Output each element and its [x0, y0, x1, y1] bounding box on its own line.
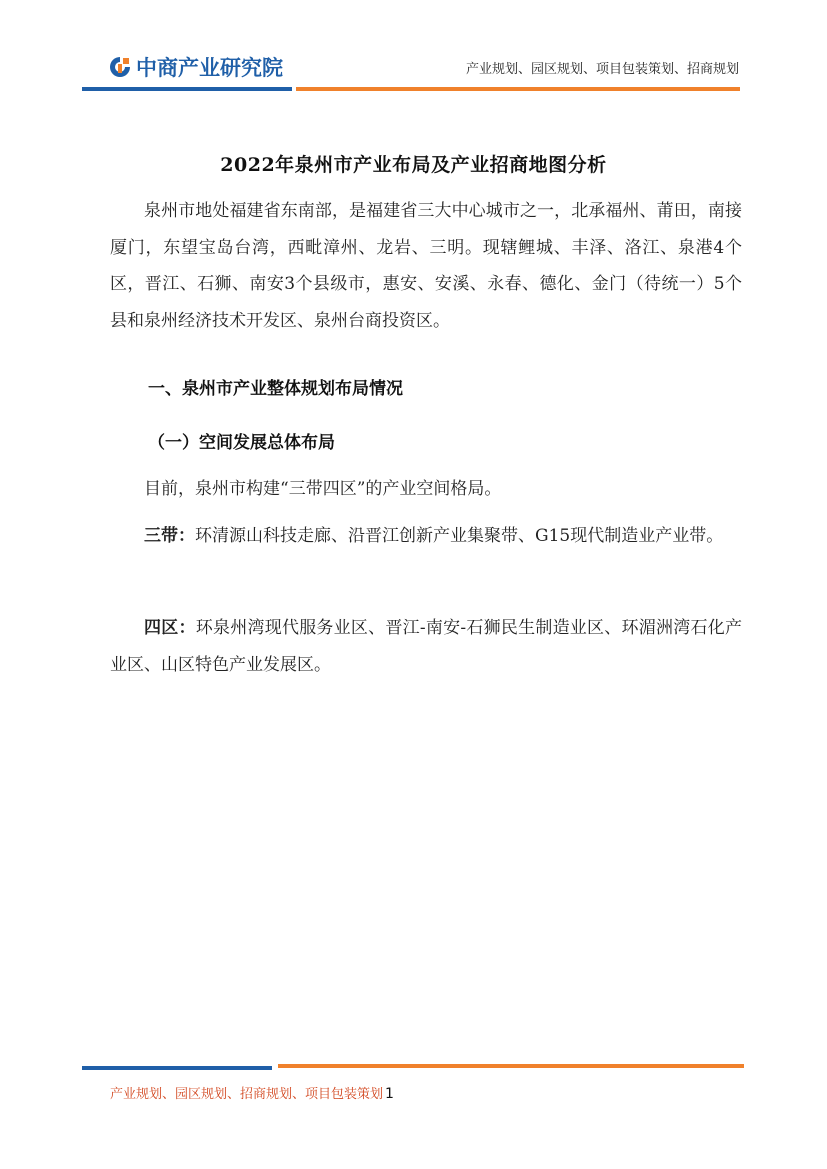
three-belts-paragraph: [110, 518, 742, 555]
four-zones-label: 四区：: [144, 618, 196, 638]
header-rule-blue: [82, 87, 292, 91]
four-zones-text: 环泉州湾现代服务业区、晋江-南安-石狮民生制造业区、环湄洲湾石化产业区、山区特色产业发展区。: [110, 618, 742, 675]
pattern-paragraph: 目前，泉州市构建“三带四区”的产业空间格局。: [144, 479, 502, 499]
footer-rule-blue: [82, 1066, 272, 1070]
footer-slogan: 产业规划、园区规划、招商规划、项目包装策划: [110, 1087, 384, 1102]
three-belts-text: 环清源山科技走廊、沿晋江创新产业集聚带、G15现代制造业产业带。: [195, 526, 724, 546]
section-heading: 一、泉州市产业整体规划布局情况: [148, 379, 403, 399]
three-belts-label: 三带：: [144, 526, 195, 546]
page-header: [0, 0, 827, 100]
page-footer: [110, 1083, 394, 1102]
document-title: 2022年泉州市产业布局及产业招商地图分析: [220, 154, 607, 176]
footer-rule-orange: [278, 1064, 744, 1068]
intro-paragraph: 泉州市地处福建省东南部，是福建省三大中心城市之一，北承福州、莆田，南接厦门，东望宝岛台湾，西毗漳州、龙岩、三明。现辖鲤城、丰泽、洛江、泉港4个区，晋江、石狮、南安3个县级市，惠安、安溪、永春、德化、金门（待统一）5个县和泉州经济技术开发区、泉州台商投资区。: [110, 201, 742, 331]
subsection-heading: （一）空间发展总体布局: [148, 433, 335, 453]
logo-icon: [108, 55, 132, 79]
page-number: 1: [385, 1086, 394, 1102]
logo: [108, 52, 283, 82]
logo-text: 中商产业研究院: [136, 56, 283, 80]
four-zones-paragraph: [110, 610, 742, 683]
header-slogan: 产业规划、园区规划、项目包装策划、招商规划: [465, 62, 739, 77]
header-rule-orange: [296, 87, 740, 91]
